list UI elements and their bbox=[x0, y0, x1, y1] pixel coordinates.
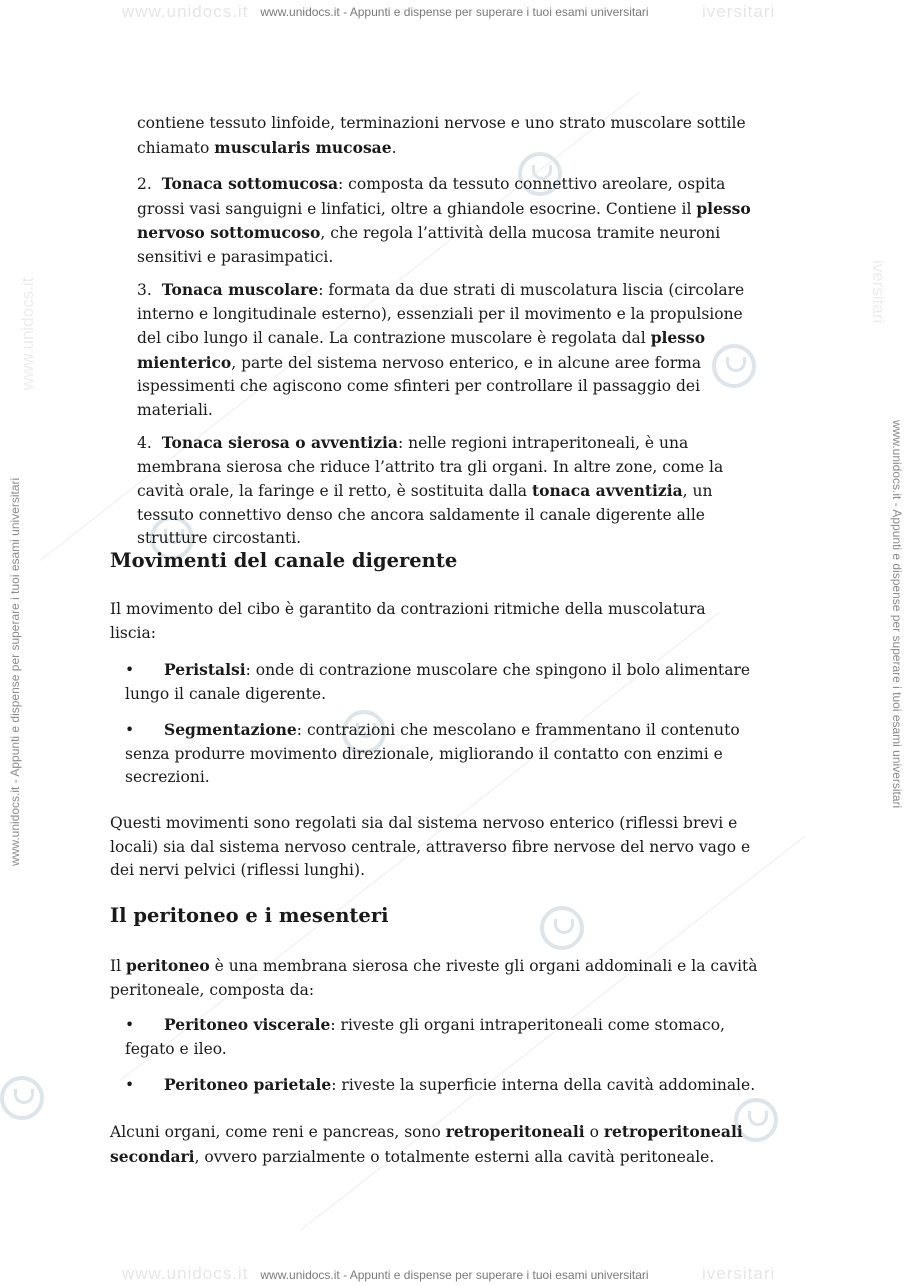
bullet-symbol: • bbox=[125, 1016, 135, 1034]
unidocs-logo-icon bbox=[0, 1076, 44, 1120]
list-item-tonaca-sottomucosa: 2. Tonaca sottomucosa: composta da tessuto connettivo areolare, ospita grossi vasi sanguigni e linfatici, oltre a ghiandole esocrine. Contiene il plesso nervoso sottomucoso, che regola l’attività della mucosa tramite neuroni sensitivi e parasimpatici. bbox=[137, 174, 751, 266]
intro-paragraph: contiene tessuto linfoide, terminazioni nervose e uno strato muscolare sottile chiamato muscularis mucosae. bbox=[137, 114, 746, 157]
ghost-watermark-top: www.unidocs.it bbox=[122, 2, 249, 21]
bullet-item-peritoneo-parietale: • Peritoneo parietale: riveste la superficie interna della cavità addominale. bbox=[125, 1073, 825, 1098]
bullet-item-peritoneo-viscerale: • Peritoneo viscerale: riveste gli organi intraperitoneali come stomaco, fegato e ileo. bbox=[125, 1015, 725, 1058]
right-side-watermark: www.unidocs.it - Appunti e dispense per superare i tuoi esami universitari bbox=[890, 420, 904, 809]
bullet-item-peristalsi: • Peristalsi: onde di contrazione muscolare che spingono il bolo alimentare lungo il canale digerente. bbox=[125, 660, 751, 703]
section-heading-peritoneo: Il peritoneo e i mesenteri bbox=[110, 904, 389, 927]
paragraph-peritoneo-intro: Il peritoneo è una membrana sierosa che riveste gli organi addominali e la cavità peritoneale, composta da: bbox=[110, 956, 758, 999]
bullet-symbol: • bbox=[125, 661, 135, 679]
paragraph-movimenti-regolazione: Questi movimenti sono regolati sia dal sistema nervoso enterico (riflessi brevi e locali) sia dal sistema nervoso centrale, attraverso fibre nervose del nervo vago e dei nervi pelvici (riflessi lunghi). bbox=[110, 814, 751, 879]
ghost-watermark-top-right: iversitari bbox=[702, 2, 776, 21]
footer-watermark: www.unidocs.it - Appunti e dispense per superare i tuoi esami universitari bbox=[260, 1268, 649, 1282]
right-side-ghost-watermark: iversitari bbox=[869, 260, 888, 324]
paragraph-retroperitoneali: Alcuni organi, come reni e pancreas, sono retroperitoneali o retroperitoneali secondari, ovvero parzialmente o totalmente esterni alla cavità peritoneale. bbox=[110, 1122, 743, 1166]
list-item-tonaca-sierosa: 4. Tonaca sierosa o avventizia: nelle regioni intraperitoneali, è una membrana sierosa che riduce l’attrito tra gli organi. In altre zone, come la cavità orale, la faringe e il retto, è sostituita dalla tonaca avventizia, un tessuto connettivo denso che ancora saldamente il canale digerente alle strutture circostanti. bbox=[137, 433, 724, 547]
header-watermark: www.unidocs.it - Appunti e dispense per superare i tuoi esami universitari bbox=[260, 5, 649, 19]
left-side-watermark: www.unidocs.it - Appunti e dispense per superare i tuoi esami universitari bbox=[8, 477, 22, 866]
bullet-symbol: • bbox=[125, 721, 135, 739]
bullet-symbol: • bbox=[125, 1076, 135, 1094]
section-heading-movimenti: Movimenti del canale digerente bbox=[110, 549, 458, 572]
paragraph-movimenti-intro: Il movimento del cibo è garantito da contrazioni ritmiche della muscolatura liscia: bbox=[110, 600, 706, 642]
unidocs-logo-icon bbox=[540, 906, 584, 950]
bullet-item-segmentazione: • Segmentazione: contrazioni che mescolano e frammentano il contenuto senza produrre movimento direzionale, migliorando il contatto con enzimi e secrezioni. bbox=[125, 720, 740, 786]
left-side-ghost-watermark: www.unidocs.it bbox=[18, 277, 37, 390]
list-item-tonaca-muscolare: 3. Tonaca muscolare: formata da due strati di muscolatura liscia (circolare interno e longitudinale esterno), essenziali per il movimento e la propulsione del cibo lungo il canale. La contrazione muscolare è regolata dal plesso mienterico, parte del sistema nervoso enterico, e in alcune aree forma ispessimenti che agiscono come sfinteri per controllare il passaggio dei materiali. bbox=[137, 280, 745, 419]
ghost-watermark-bottom-right: iversitari bbox=[702, 1264, 776, 1283]
ghost-watermark-bottom: www.unidocs.it bbox=[122, 1264, 249, 1283]
